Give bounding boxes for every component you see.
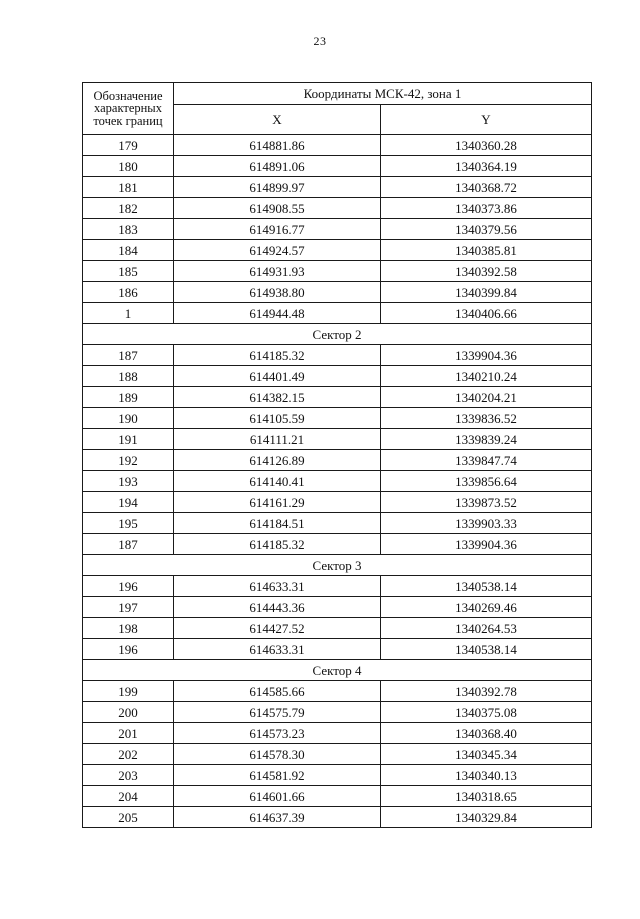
y-coordinate-cell: 1340360.28 xyxy=(381,135,592,156)
y-coordinate-cell: 1339903.33 xyxy=(381,513,592,534)
y-coordinate-cell: 1340392.58 xyxy=(381,261,592,282)
point-id-cell: 181 xyxy=(83,177,174,198)
y-coordinate-cell: 1340373.86 xyxy=(381,198,592,219)
point-id-cell: 197 xyxy=(83,597,174,618)
point-id-cell: 1 xyxy=(83,303,174,324)
sector-header-row xyxy=(83,555,592,576)
y-coordinate-cell: 1339839.24 xyxy=(381,429,592,450)
x-coordinate-cell: 614575.79 xyxy=(174,702,381,723)
page-number: 23 xyxy=(313,34,327,48)
table-row xyxy=(83,744,592,765)
point-id-cell: 187 xyxy=(83,345,174,366)
point-id-cell: 193 xyxy=(83,471,174,492)
point-id-cell: 204 xyxy=(83,786,174,807)
table-row xyxy=(83,765,592,786)
point-id-cell: 183 xyxy=(83,219,174,240)
table-row xyxy=(83,471,592,492)
table-body xyxy=(83,135,592,828)
y-coordinate-cell: 1339847.74 xyxy=(381,450,592,471)
table-row xyxy=(83,429,592,450)
sector-title: Сектор 4 xyxy=(83,660,592,681)
x-coordinate-cell: 614931.93 xyxy=(174,261,381,282)
table-row xyxy=(83,303,592,324)
x-coordinate-cell: 614899.97 xyxy=(174,177,381,198)
point-id-cell: 203 xyxy=(83,765,174,786)
table-row xyxy=(83,282,592,303)
table-row xyxy=(83,618,592,639)
y-coordinate-cell: 1339873.52 xyxy=(381,492,592,513)
table-row xyxy=(83,261,592,282)
table-row xyxy=(83,345,592,366)
y-coordinate-cell: 1340538.14 xyxy=(381,639,592,660)
x-coordinate-cell: 614633.31 xyxy=(174,576,381,597)
point-id-cell: 196 xyxy=(83,576,174,597)
table-row xyxy=(83,576,592,597)
y-coordinate-cell: 1339836.52 xyxy=(381,408,592,429)
point-id-cell: 196 xyxy=(83,639,174,660)
y-coordinate-cell: 1340379.56 xyxy=(381,219,592,240)
point-id-cell: 198 xyxy=(83,618,174,639)
y-coordinate-cell: 1340269.46 xyxy=(381,597,592,618)
point-id-cell: 200 xyxy=(83,702,174,723)
x-coordinate-cell: 614924.57 xyxy=(174,240,381,261)
x-coordinate-cell: 614427.52 xyxy=(174,618,381,639)
coordinates-table xyxy=(82,82,592,828)
y-coordinate-cell: 1340345.34 xyxy=(381,744,592,765)
point-id-cell: 194 xyxy=(83,492,174,513)
x-coordinate-cell: 614443.36 xyxy=(174,597,381,618)
sector-header-row xyxy=(83,660,592,681)
table-row xyxy=(83,198,592,219)
table-row xyxy=(83,450,592,471)
x-coordinate-cell: 614184.51 xyxy=(174,513,381,534)
y-coordinate-cell: 1340368.40 xyxy=(381,723,592,744)
point-id-cell: 190 xyxy=(83,408,174,429)
y-coordinate-cell: 1340399.84 xyxy=(381,282,592,303)
y-coordinate-cell: 1339904.36 xyxy=(381,534,592,555)
table-row xyxy=(83,786,592,807)
x-coordinate-cell: 614161.29 xyxy=(174,492,381,513)
x-coordinate-cell: 614185.32 xyxy=(174,345,381,366)
y-coordinate-cell: 1339904.36 xyxy=(381,345,592,366)
x-coordinate-cell: 614140.41 xyxy=(174,471,381,492)
sector-header-row xyxy=(83,324,592,345)
x-coordinate-cell: 614633.31 xyxy=(174,639,381,660)
point-id-cell: 195 xyxy=(83,513,174,534)
y-coordinate-cell: 1340375.08 xyxy=(381,702,592,723)
table-row xyxy=(83,240,592,261)
y-coordinate-cell: 1340318.65 xyxy=(381,786,592,807)
table-row xyxy=(83,597,592,618)
point-id-cell: 185 xyxy=(83,261,174,282)
y-coordinate-cell: 1340392.78 xyxy=(381,681,592,702)
point-id-cell: 184 xyxy=(83,240,174,261)
table-row xyxy=(83,387,592,408)
x-coordinate-cell: 614881.86 xyxy=(174,135,381,156)
point-id-cell: 179 xyxy=(83,135,174,156)
table-row xyxy=(83,702,592,723)
table-row xyxy=(83,723,592,744)
designation-header: Обозначение характерных точек границ xyxy=(83,83,174,135)
x-coordinate-cell: 614573.23 xyxy=(174,723,381,744)
x-coordinate-cell: 614637.39 xyxy=(174,807,381,828)
x-coordinate-cell: 614891.06 xyxy=(174,156,381,177)
point-id-cell: 187 xyxy=(83,534,174,555)
y-coordinate-cell: 1340329.84 xyxy=(381,807,592,828)
point-id-cell: 188 xyxy=(83,366,174,387)
x-coordinate-cell: 614578.30 xyxy=(174,744,381,765)
point-id-cell: 182 xyxy=(83,198,174,219)
point-id-cell: 199 xyxy=(83,681,174,702)
point-id-cell: 202 xyxy=(83,744,174,765)
y-coordinate-cell: 1340368.72 xyxy=(381,177,592,198)
table-row xyxy=(83,513,592,534)
point-id-cell: 201 xyxy=(83,723,174,744)
x-coordinate-cell: 614105.59 xyxy=(174,408,381,429)
table-row xyxy=(83,156,592,177)
x-coordinate-cell: 614581.92 xyxy=(174,765,381,786)
point-id-cell: 205 xyxy=(83,807,174,828)
table-row xyxy=(83,492,592,513)
x-coordinate-cell: 614111.21 xyxy=(174,429,381,450)
y-coordinate-cell: 1340340.13 xyxy=(381,765,592,786)
x-coordinate-cell: 614585.66 xyxy=(174,681,381,702)
table-row xyxy=(83,408,592,429)
point-id-cell: 186 xyxy=(83,282,174,303)
table-row xyxy=(83,366,592,387)
y-coordinate-cell: 1339856.64 xyxy=(381,471,592,492)
table-row xyxy=(83,681,592,702)
table-row xyxy=(83,219,592,240)
x-coordinate-cell: 614916.77 xyxy=(174,219,381,240)
x-coordinate-cell: 614601.66 xyxy=(174,786,381,807)
table-row xyxy=(83,177,592,198)
x-coordinate-cell: 614944.48 xyxy=(174,303,381,324)
point-id-cell: 192 xyxy=(83,450,174,471)
coords-title-header: Координаты МСК-42, зона 1 xyxy=(174,83,592,105)
point-id-cell: 191 xyxy=(83,429,174,450)
y-coordinate-cell: 1340204.21 xyxy=(381,387,592,408)
point-id-cell: 189 xyxy=(83,387,174,408)
x-column-header: X xyxy=(174,105,381,135)
y-coordinate-cell: 1340264.53 xyxy=(381,618,592,639)
y-coordinate-cell: 1340385.81 xyxy=(381,240,592,261)
y-coordinate-cell: 1340406.66 xyxy=(381,303,592,324)
x-coordinate-cell: 614382.15 xyxy=(174,387,381,408)
y-coordinate-cell: 1340364.19 xyxy=(381,156,592,177)
table-row xyxy=(83,807,592,828)
y-column-header: Y xyxy=(381,105,592,135)
point-id-cell: 180 xyxy=(83,156,174,177)
x-coordinate-cell: 614908.55 xyxy=(174,198,381,219)
table-row xyxy=(83,639,592,660)
x-coordinate-cell: 614126.89 xyxy=(174,450,381,471)
y-coordinate-cell: 1340538.14 xyxy=(381,576,592,597)
table-row xyxy=(83,135,592,156)
x-coordinate-cell: 614185.32 xyxy=(174,534,381,555)
x-coordinate-cell: 614401.49 xyxy=(174,366,381,387)
table-row xyxy=(83,534,592,555)
x-coordinate-cell: 614938.80 xyxy=(174,282,381,303)
sector-title: Сектор 3 xyxy=(83,555,592,576)
sector-title: Сектор 2 xyxy=(83,324,592,345)
y-coordinate-cell: 1340210.24 xyxy=(381,366,592,387)
